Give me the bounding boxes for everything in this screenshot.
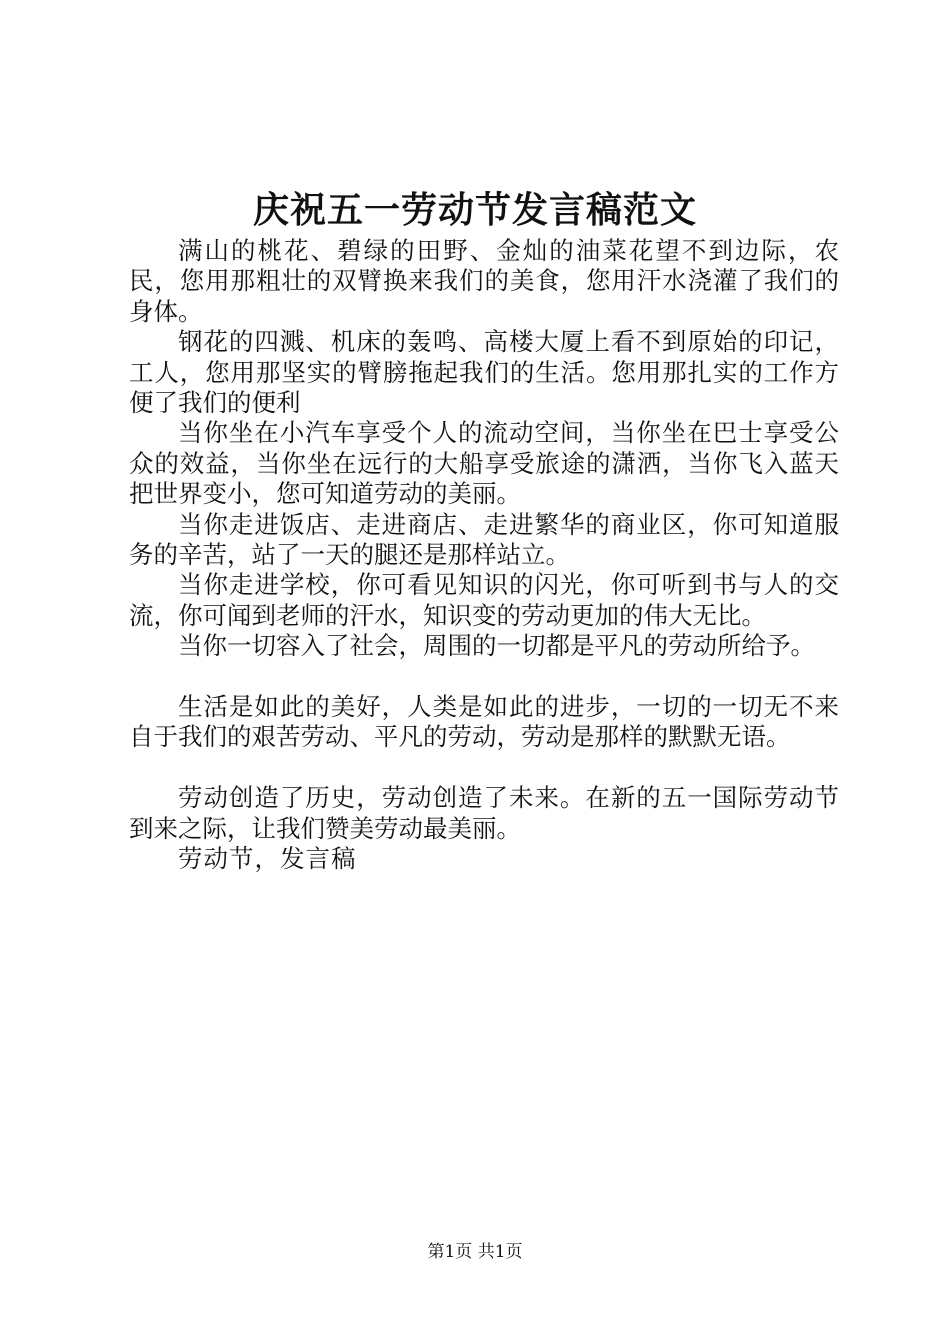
paragraph-2: 钢花的四溅、机床的轰鸣、高楼大厦上看不到原始的印记，工人，您用那坚实的臂膀拖起我们的生活。您用那扎实的工作方便了我们的便利: [129, 327, 839, 418]
paragraph-6: 当你一切容入了社会，周围的一切都是平凡的劳动所给予。: [178, 631, 815, 661]
paragraph-3: 当你坐在小汽车享受个人的流动空间，当你坐在巴士享受公众的效益，当你坐在远行的大船享受旅途的潇洒，当你飞入蓝天把世界变小，您可知道劳动的美丽。: [129, 418, 839, 509]
paragraph-1: 满山的桃花、碧绿的田野、金灿的油菜花望不到边际，农民，您用那粗壮的双臂换来我们的美食，您用汗水浇灌了我们的身体。: [129, 236, 839, 326]
blank-line: [129, 753, 839, 783]
page-title: 庆祝五一劳动节发言稿范文: [252, 189, 697, 231]
document-body: [129, 236, 839, 875]
paragraph-4: 当你走进饭店、走进商店、走进繁华的商业区，你可知道服务的辛苦，站了一天的腿还是那样站立。: [129, 509, 839, 570]
blank-line: [129, 662, 839, 692]
page-footer: 第1页 共1页: [427, 1242, 523, 1262]
paragraph-8: 劳动创造了历史，劳动创造了未来。在新的五一国际劳动节到来之际，让我们赞美劳动最美丽。: [129, 783, 839, 843]
paragraph-7: 生活是如此的美好，人类是如此的进步，一切的一切无不来自于我们的艰苦劳动、平凡的劳动，劳动是那样的默默无语。: [129, 692, 839, 752]
paragraph-5: 当你走进学校，你可看见知识的闪光，你可听到书与人的交流，你可闻到老师的汗水，知识变的劳动更加的伟大无比。: [129, 570, 839, 630]
keywords-line: 劳动节，发言稿: [178, 844, 357, 874]
